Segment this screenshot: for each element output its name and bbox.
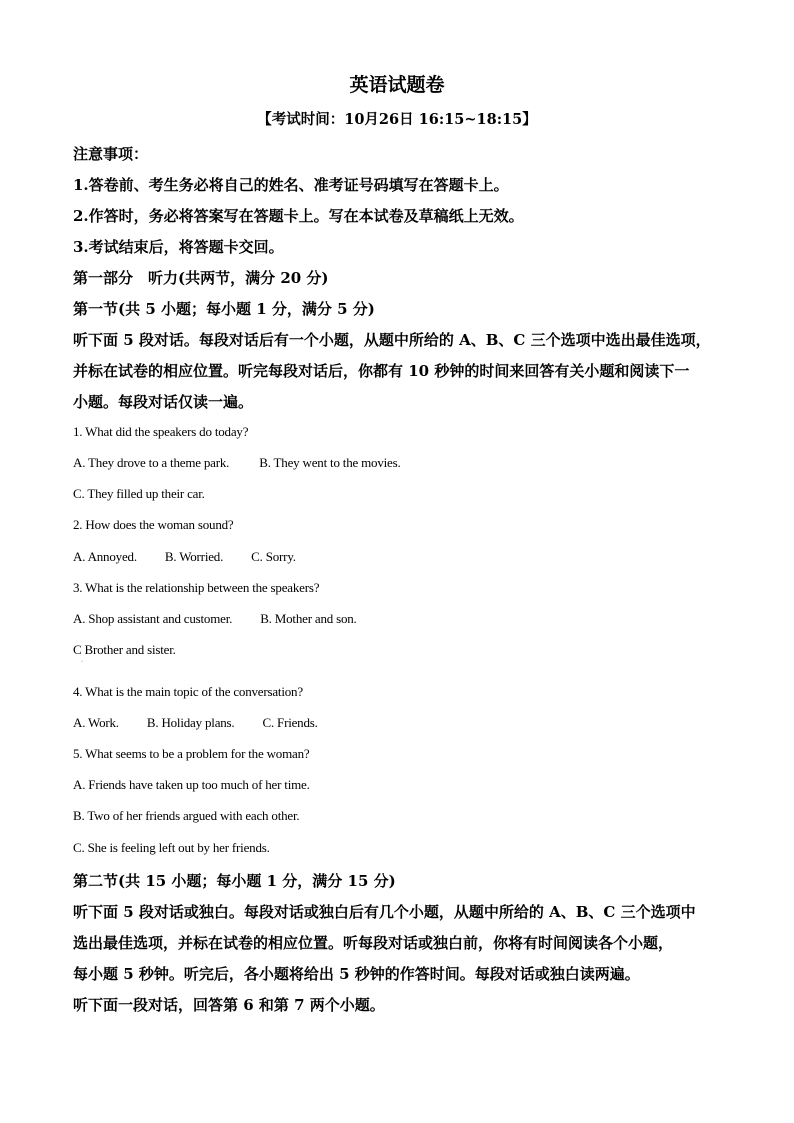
stray-dot: ·: [81, 659, 83, 665]
section2-instruction: 每小题 5 秒钟。听完后，各小题将给出 5 秒钟的作答时间。每段对话或独白读两遍。: [73, 965, 640, 983]
option-a: A. Annoyed.: [73, 549, 137, 564]
option-a: A. Friends have taken up too much of her time.: [73, 777, 310, 792]
question-1: 1. What did the speakers do today?: [73, 424, 249, 439]
notice-item: 1.答卷前、考生务必将自己的姓名、准考证号码填写在答题卡上。: [73, 176, 509, 194]
section2-instruction: 听下面 5 段对话或独白。每段对话或独白后有几个小题，从题中所给的 A、B、C 三个选项中: [73, 903, 696, 921]
option-a: A. Work.: [73, 715, 119, 730]
section2-instruction: 选出最佳选项，并标在试卷的相应位置。听每段对话或独白前，你将有时间阅读各个小题，: [73, 934, 674, 952]
option-b: B. Mother and son.: [260, 611, 357, 626]
exam-time: 【考试时间：10月26日 16:15~18:15】: [257, 111, 537, 128]
question-4-options: [73, 715, 318, 731]
question-3-options: [73, 611, 357, 627]
section1-instruction: 并标在试卷的相应位置。听完每段对话后，你都有 10 秒钟的时间来回答有关小题和阅读下一: [73, 362, 690, 380]
option-b: B. Two of her friends argued with each other.: [73, 808, 300, 823]
section2-lead: 听下面一段对话，回答第 6 和第 7 两个小题。: [73, 996, 385, 1014]
part1-heading: 第一部分 听力(共两节，满分 20 分): [73, 269, 329, 287]
option-a: A. Shop assistant and customer.: [73, 611, 233, 626]
option-c: C Brother and sister.: [73, 642, 176, 657]
notice-item: 3.考试结束后，将答题卡交回。: [73, 238, 284, 256]
question-2: 2. How does the woman sound?: [73, 517, 234, 532]
question-1-options: [73, 455, 401, 471]
section1-instruction: 小题。每段对话仅读一遍。: [73, 393, 254, 411]
option-b: B. Worried.: [164, 549, 224, 564]
option-b: B. They went to the movies.: [259, 455, 401, 470]
option-b: B. Holiday plans.: [146, 715, 235, 730]
option-c: C. She is feeling left out by her friends.: [73, 840, 270, 855]
notice-heading: 注意事项：: [73, 145, 149, 163]
option-a: A. They drove to a theme park.: [73, 455, 230, 470]
section1-instruction: 听下面 5 段对话。每段对话后有一个小题，从题中所给的 A、B、C 三个选项中选出最佳选项，: [73, 331, 711, 349]
notice-item: 2.作答时，务必将答案写在答题卡上。写在本试卷及草稿纸上无效。: [73, 207, 524, 225]
question-2-options: [73, 549, 296, 565]
option-c: C. Sorry.: [251, 549, 296, 564]
option-c: C. They filled up their car.: [73, 486, 205, 501]
option-c: C. Friends.: [262, 715, 318, 730]
question-3: 3. What is the relationship between the speakers?: [73, 580, 320, 595]
section2-heading: 第二节(共 15 小题；每小题 1 分，满分 15 分): [73, 872, 396, 890]
question-5: 5. What seems to be a problem for the woman?: [73, 746, 310, 761]
page-title: 英语试题卷: [349, 74, 445, 96]
section1-heading: 第一节(共 5 小题；每小题 1 分，满分 5 分): [73, 300, 375, 318]
question-4: 4. What is the main topic of the conversation?: [73, 684, 303, 699]
